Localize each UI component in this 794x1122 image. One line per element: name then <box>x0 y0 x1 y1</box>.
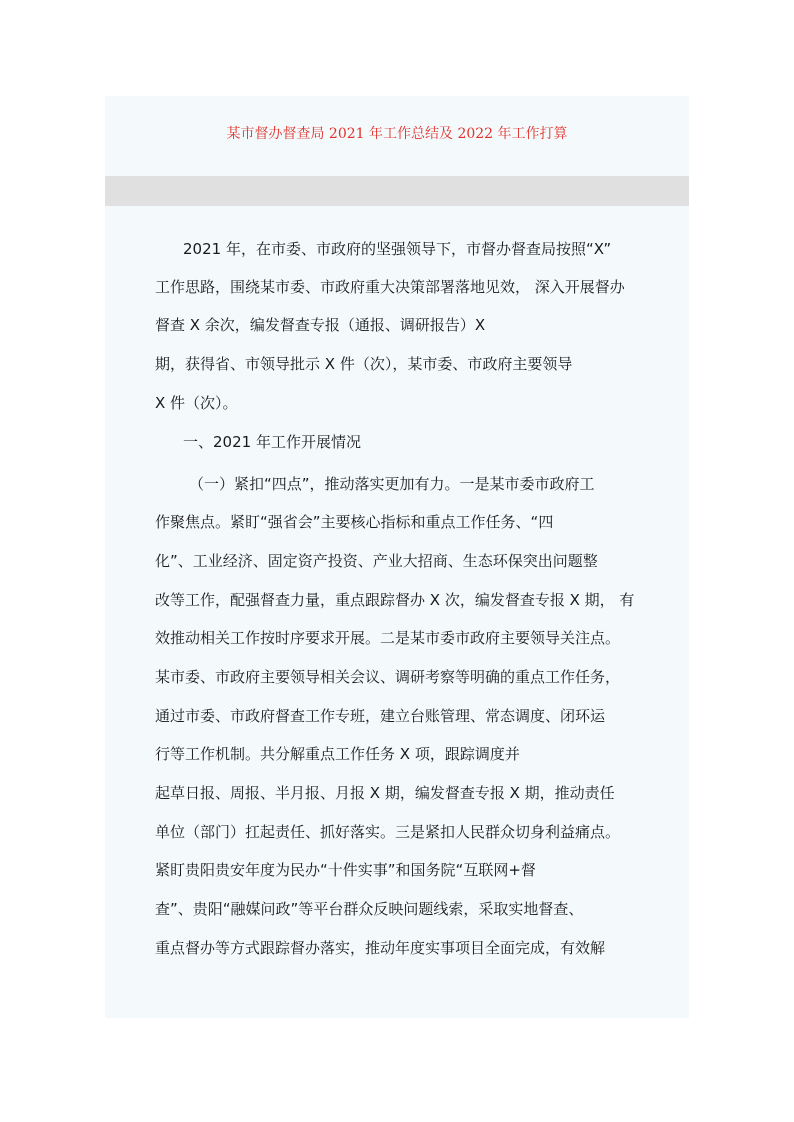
paragraph-line: 改等工作，配强督查力量，重点跟踪督办 X 次，编发督查专报 X 期， 有 <box>155 591 635 609</box>
paragraph-line: 工作思路，围绕某市委、市政府重大决策部署落地见效， 深入开展督办 <box>155 278 625 296</box>
paragraph-line: 重点督办等方式跟踪督办落实，推动年度实事项目全面完成，有效解 <box>155 939 606 957</box>
paragraph-line: （一）紧扣“四点”，推动落实更加有力。一是某市委市政府工 <box>189 475 595 493</box>
paragraph-line: 单位（部门）扛起责任、抓好落实。三是紧扣人民群众切身利益痛点。 <box>155 823 621 841</box>
paragraph-line: X 件（次）。 <box>155 394 238 412</box>
paragraph-line: 2021 年，在市委、市政府的坚强领导下，市督办督查局按照“X” <box>183 240 612 258</box>
paragraph-line: 化”、工业经济、固定资产投资、产业大招商、生态环保突出问题整 <box>155 552 598 570</box>
paragraph-line: 督查 X 余次，编发督查专报（通报、调研报告）X <box>155 316 486 334</box>
section-heading: 一、2021 年工作开展情况 <box>183 433 361 451</box>
paragraph-line: 紧盯贵阳贵安年度为民办“十件实事”和国务院“互联网+督 <box>155 861 536 879</box>
paragraph-line: 期，获得省、市领导批示 X 件（次），某市委、市政府主要领导 <box>155 355 573 373</box>
paragraph-line: 通过市委、市政府督查工作专班，建立台账管理、常态调度、闭环运 <box>155 707 606 725</box>
content-panel <box>105 96 689 1018</box>
paragraph-line: 某市委、市政府主要领导相关会议、调研考察等明确的重点工作任务， <box>155 668 621 686</box>
paragraph-line: 作聚焦点。紧盯“强省会”主要核心指标和重点工作任务、“四 <box>155 513 554 531</box>
paragraph-line: 效推动相关工作按时序要求开展。二是某市委市政府主要领导关注点。 <box>155 629 621 647</box>
paragraph-line: 起草日报、周报、半月报、月报 X 期，编发督查专报 X 期，推动责任 <box>155 784 615 802</box>
document-title: 某市督办督查局 2021 年工作总结及 2022 年工作打算 <box>226 126 568 142</box>
separator-bar <box>105 176 689 206</box>
paragraph-line: 行等工作机制。共分解重点工作任务 X 项，跟踪调度并 <box>155 745 520 763</box>
paragraph-line: 查”、贵阳“融媒问政”等平台群众反映问题线索，采取实地督查、 <box>155 900 584 918</box>
